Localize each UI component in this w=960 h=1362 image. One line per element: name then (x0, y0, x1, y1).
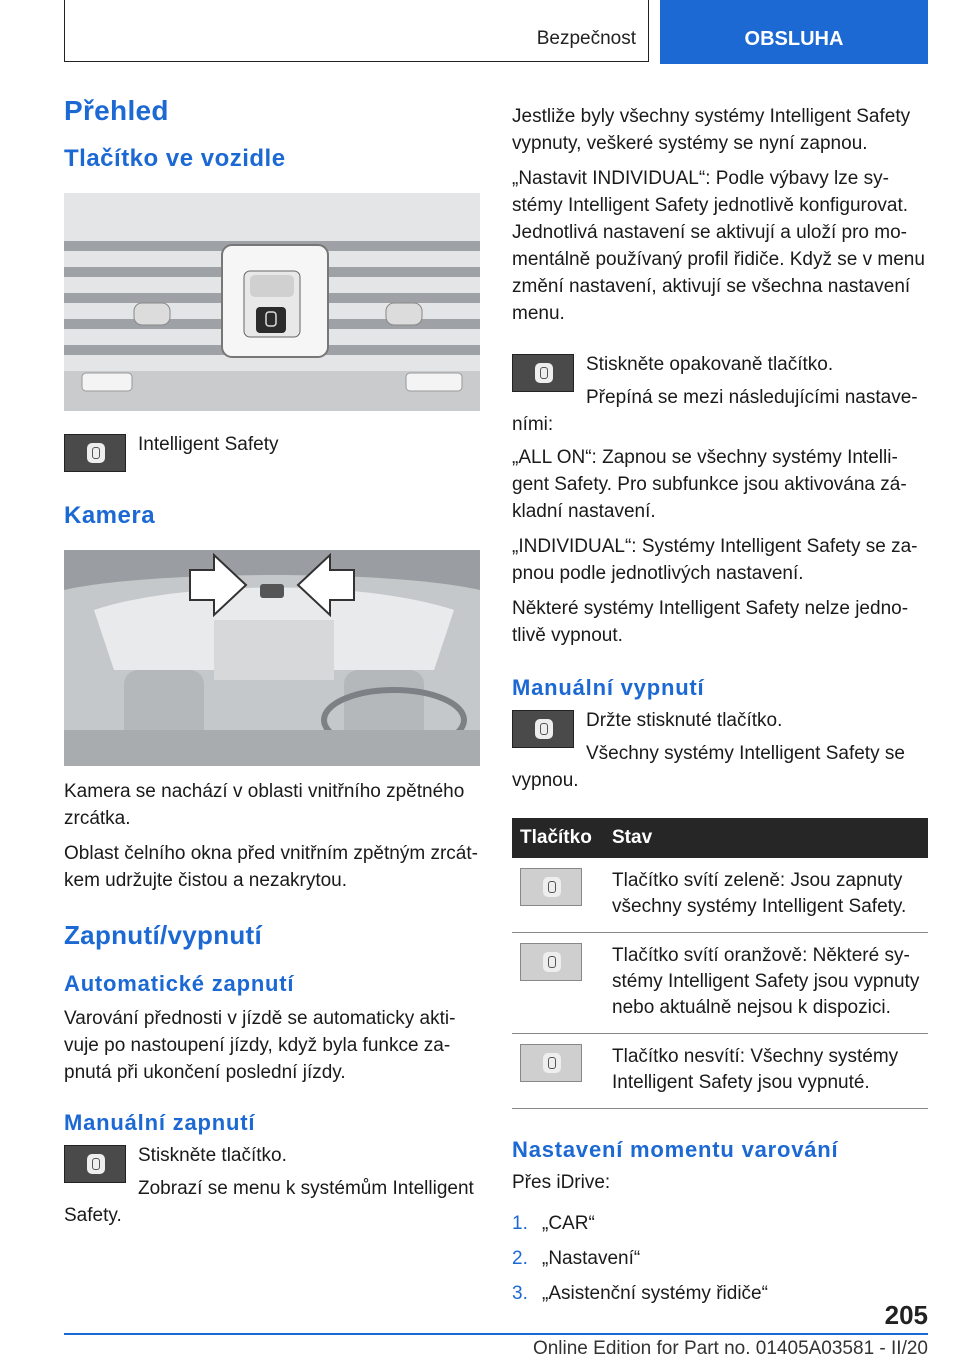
page-header (64, 0, 928, 64)
manual-off-result: Všechny systémy Intelligent Safety se vypnou. (512, 743, 905, 791)
chapter-tab: OBSLUHA (660, 0, 928, 64)
right-column (512, 103, 928, 1315)
intelligent-safety-button-icon (512, 354, 574, 392)
intelligent-safety-button-icon (512, 710, 574, 748)
some-systems-text: Některé systémy Intelligent Safety nelze jednotlivě vypnout. (512, 598, 909, 646)
manual-off-row (512, 707, 928, 800)
footer-divider (64, 1333, 928, 1335)
manual-off-heading: Manuální vypnutí (512, 675, 705, 700)
status-cell: Tlačítko nesvítí: Všechny systémy Intelligent Safety jsou vypnuté. (604, 1034, 928, 1109)
list-item: 1. „CAR“ (512, 1213, 595, 1234)
air-vents-illustration (64, 193, 480, 411)
car-interior-illustration (64, 550, 480, 766)
table-row (512, 1034, 928, 1109)
left-column (64, 95, 480, 1235)
column-header-status: Stav (604, 818, 928, 858)
button-heading: Tlačítko ve vozidle (64, 145, 286, 172)
auto-on-heading: Automatické zapnutí (64, 971, 295, 996)
status-cell: Tlačítko svítí oranžově: Některé systémy Intelligent Safety jsou vypnuty nebo aktuálně nejsou k dispozici. (604, 933, 928, 1034)
auto-on-text: Varování přednosti v jízdě se automaticky aktivuje po nastoupení jízdy, když byla funkce zapnutá při ukončení poslední jízdy. (64, 1008, 456, 1083)
button-off-icon (520, 1044, 582, 1082)
button-status-table (512, 818, 928, 1109)
edition-text: Online Edition for Part no. 01405A03581 - II/20 (532, 1338, 928, 1359)
repeat-press-step: Stiskněte opakovaně tlačítko. (586, 354, 834, 375)
repeat-press-result: Přepíná se mezi následujícími nastaveními: (512, 387, 918, 435)
page-title: Přehled (64, 95, 169, 126)
page-number: 205 (884, 1300, 928, 1330)
manual-off-step: Držte stisknuté tlačítko. (586, 710, 783, 731)
intelligent-safety-button-icon (64, 434, 126, 472)
camera-paragraph-2: Oblast čelního okna před vnitřním zpětným zrcátkem udržujte čistou a nezakrytou. (64, 843, 478, 891)
onoff-heading: Zapnutí/vypnutí (64, 920, 263, 950)
button-green-icon (520, 868, 582, 906)
camera-image (64, 550, 480, 766)
intelligent-safety-row (64, 431, 480, 476)
manual-on-row (64, 1142, 480, 1235)
camera-paragraph-1: Kamera se nachází v oblasti vnitřního zpětného zrcátka. (64, 781, 465, 829)
list-item: 3. „Asistenční systémy řidiče“ (512, 1283, 768, 1304)
vehicle-button-image (64, 193, 480, 411)
intelligent-safety-button-icon (64, 1145, 126, 1183)
table-header (512, 818, 928, 858)
section-title: Bezpečnost (536, 28, 636, 49)
idrive-intro: Přes iDrive: (512, 1172, 611, 1193)
button-orange-icon (520, 943, 582, 981)
camera-heading: Kamera (64, 502, 156, 529)
page-footer (64, 1300, 928, 1362)
table-row (512, 858, 928, 933)
button-caption: Intelligent Safety (138, 434, 279, 455)
status-cell: Tlačítko svítí zeleně: Jsou zapnuty všechny systémy Intelligent Safety. (604, 858, 928, 933)
warning-timing-heading: Nastavení momentu varování (512, 1137, 839, 1162)
table-row (512, 933, 928, 1034)
right-paragraph-1: Jestliže byly všechny systémy Intelligent Safety vypnuty, veškeré systémy se nyní zapnou. (512, 106, 911, 154)
all-on-text: „ALL ON“: Zapnou se všechny systémy Intelligent Safety. Pro subfunkce jsou aktivována základní nastavení. (512, 447, 907, 522)
repeat-press-row (512, 351, 928, 444)
individual-text: „INDIVIDUAL“: Systémy Intelligent Safety se zapnou podle jednotlivých nastavení. (512, 536, 918, 584)
right-paragraph-2: „Nastavit INDIVIDUAL“: Podle výbavy lze systémy Intelligent Safety jednotlivě konfigurovat. Jednotlivá nastavení se aktivují a uloží pro momentálně používaný profil řidiče. Když se v menu změní nastavení, aktivují se všechna nastavení menu. (512, 168, 925, 324)
manual-on-heading: Manuální zapnutí (64, 1110, 256, 1135)
column-header-button: Tlačítko (512, 818, 604, 858)
list-item: 2. „Nastavení“ (512, 1248, 641, 1269)
manual-on-result: Zobrazí se menu k systémům Intelligent Safety. (64, 1178, 474, 1226)
idrive-steps (512, 1210, 928, 1307)
manual-on-step: Stiskněte tlačítko. (138, 1145, 287, 1166)
